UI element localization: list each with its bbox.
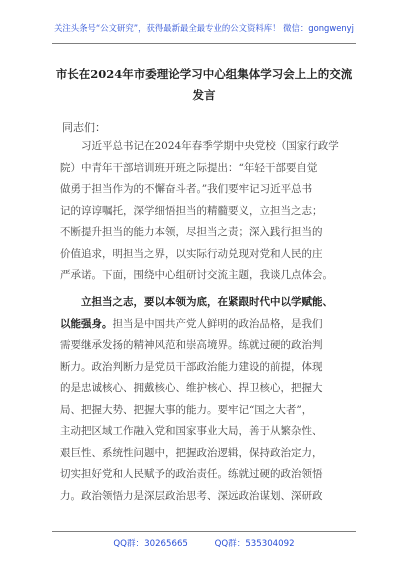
paragraph-line: 不断提升担当的能力本领，尽担当之责；深入践行担当的 [60,226,323,238]
qq-group-2: QQ群：535304092 [214,539,295,549]
paragraph-line: 习近平总书记在2024年春季学期中央党校（国家行政学 [81,140,339,152]
footer [0,537,408,549]
salutation: 同志们： [62,121,106,134]
paragraph-1 [60,136,352,287]
qq-group-1: QQ群：30265665 [113,539,188,549]
header-banner: 关注头条号“公文研究”，获得最新最全最专业的公文资料库！ 微信：gongwenyj [54,23,354,33]
paragraph-line [60,292,352,314]
paragraph-line: 价值追求，明担当之界，以实际行动兑现对党和人民的庄 [60,247,323,260]
bold-heading-text: 以能强身。 [60,317,113,330]
paragraph-line [60,314,352,336]
paragraph-line: 需要继承发扬的精神风范和崇高境界。练就过硬的政治判 [60,339,323,351]
footer-divider [52,531,356,532]
title-line-2: 发言 [192,88,216,102]
paragraph-line: 做勇于担当作为的不懈奋斗者。”我们要牢记习近平总书 [60,183,313,195]
paragraph-line: 严承诺。下面，围绕中心组研讨交流主题，我谈几点体会。 [60,269,333,281]
paragraph-line: 院）中青年干部培训班开班之际提出：“年轻干部要自觉 [60,161,318,174]
document-title [52,64,356,106]
paragraph-line: 主动把区域工作融入党和国家事业大局，善于从繁杂性、 [60,425,323,437]
paragraph-line: 断力。政治判断力是党员干部政治能力建设的前提，体现 [60,360,323,373]
paragraph-2 [60,292,352,507]
paragraph-line: 的是忠诚核心、拥戴核心、维护核心、捍卫核心，把握大 [60,382,323,394]
paragraph-line: 切实担好党和人民赋予的政治责任。练就过硬的政治领悟 [60,468,323,480]
title-line-1: 市长在2024年市委理论学习中心组集体学习会上上的交流 [55,67,353,81]
paragraph-line: 艰巨性、系统性问题中，把握政治逻辑，保持政治定力， [60,446,323,459]
bold-heading-text: 立担当之志，要以本领为底，在紧跟时代中以学赋能、 [81,296,333,308]
header-divider [52,43,356,44]
paragraph-line: 记的谆谆嘱托，深学细悟担当的精髓要义，立担当之志； [60,204,323,217]
paragraph-line: 力。政治领悟力是深层政治思考、深远政治谋划、深研政 [60,489,323,502]
paragraph-text: 担当是中国共产党人鲜明的政治品格，是我们 [112,317,323,330]
paragraph-line: 局、把握大势、把握大事的能力。要牢记“国之大者”， [60,403,313,416]
